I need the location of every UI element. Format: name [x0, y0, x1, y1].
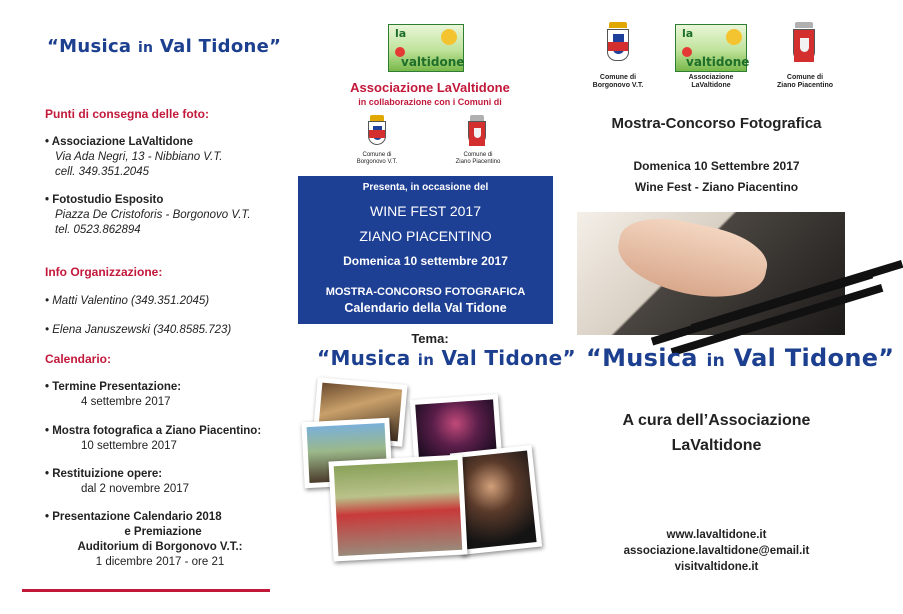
divider-line: [22, 589, 270, 592]
website-link[interactable]: www.lavaltidone.it: [666, 529, 767, 541]
right-panel: [573, 0, 895, 614]
logo-text-la: la: [682, 27, 694, 40]
website-link-2[interactable]: visitvaltidone.it: [674, 561, 759, 573]
contact-1: • Matti Valentino (349.351.2045): [45, 295, 210, 307]
box-line-5: MOSTRA-CONCORSO FOTOGRAFICA: [325, 286, 526, 298]
logo-1-caption: Comune di Borgonovo V.T.: [592, 74, 644, 89]
tema-label: Tema:: [411, 331, 449, 346]
box-line-3: ZIANO PIACENTINO: [359, 228, 492, 244]
mostra-title: Mostra-Concorso Fotografica: [611, 115, 822, 132]
center-panel: [287, 0, 576, 614]
main-title: “Musica in Val Tidone”: [586, 344, 895, 372]
borgonovo-crest-icon: [368, 121, 386, 145]
box-line-4: Domenica 10 settembre 2017: [343, 254, 508, 268]
box-line-1: Presenta, in occasione del: [362, 182, 489, 193]
event-date: Domenica 10 Settembre 2017: [633, 159, 800, 173]
logo-text-la: la: [395, 27, 407, 40]
left-panel: [0, 0, 287, 614]
calendar-heading: Calendario:: [45, 352, 112, 366]
ziano-crest-icon: [468, 121, 486, 145]
association-name: Associazione LaValtidone: [350, 80, 510, 95]
cal-item-2: • Mostra fotografica a Ziano Piacentino: 10 settembre 2017: [45, 425, 262, 452]
collaboration-text: in collaborazione con i Comuni di: [358, 97, 502, 107]
event-box: [298, 176, 553, 324]
header-logos: [573, 20, 860, 100]
info-heading: Info Organizzazione:: [45, 265, 163, 279]
photo-majorettes: [328, 455, 467, 562]
tower-crown-icon: [795, 22, 813, 28]
logo-text-valtidone: valtidone: [686, 55, 750, 69]
point-2: • Fotostudio Esposito Piazza De Cristoforis - Borgonovo V.T. tel. 0523.862894: [45, 194, 251, 236]
consegna-heading: Punti di consegna delle foto:: [45, 107, 210, 121]
event-place: Wine Fest - Ziano Piacentino: [634, 180, 799, 194]
crest-1-caption: Comune di Borgonovo V.T.: [356, 152, 398, 165]
logo-text-valtidone: valtidone: [401, 55, 465, 69]
point-1: • Associazione LaValtidone Via Ada Negri, 13 - Nibbiano V.T. cell. 349.351.2045: [45, 136, 223, 178]
logo-2-caption: Associazione LaValtidone: [688, 74, 734, 89]
cal-item-1: • Termine Presentazione: 4 settembre 2017: [45, 381, 182, 408]
cal-item-4: • Presentazione Calendario 2018 e Premiazione Auditorium di Borgonovo V.T.: 1 dicembre 2017 - ore 21: [45, 511, 243, 568]
box-line-2: WINE FEST 2017: [369, 203, 481, 219]
hand-shape: [611, 209, 772, 309]
piano-photo: [577, 212, 845, 335]
lavaltidone-logo: [675, 24, 750, 72]
cura-text: A cura dell’Associazione LaValtidone: [622, 412, 811, 454]
sun-icon: [726, 29, 742, 45]
email-link[interactable]: associazione.lavaltidone@email.it: [623, 545, 810, 557]
ziano-crest-icon: [793, 29, 815, 61]
cal-item-3: • Restituizione opere: dal 2 novembre 2017: [45, 468, 190, 495]
sun-icon: [441, 29, 457, 45]
crest-2-caption: Comune di Ziano Piacentino: [455, 152, 501, 165]
crown-icon: [609, 22, 627, 28]
contact-2: • Elena Januszewski (340.8585.723): [45, 324, 232, 336]
brand-title: “Musica in Val Tidone”: [47, 36, 282, 57]
lavaltidone-logo: [388, 24, 464, 72]
logo-3-caption: Comune di Ziano Piacentino: [776, 74, 833, 89]
borgonovo-crest-icon: [607, 29, 629, 61]
box-line-6: Calendario della Val Tidone: [344, 301, 507, 315]
tema-title: “Musica in Val Tidone”: [317, 346, 576, 370]
